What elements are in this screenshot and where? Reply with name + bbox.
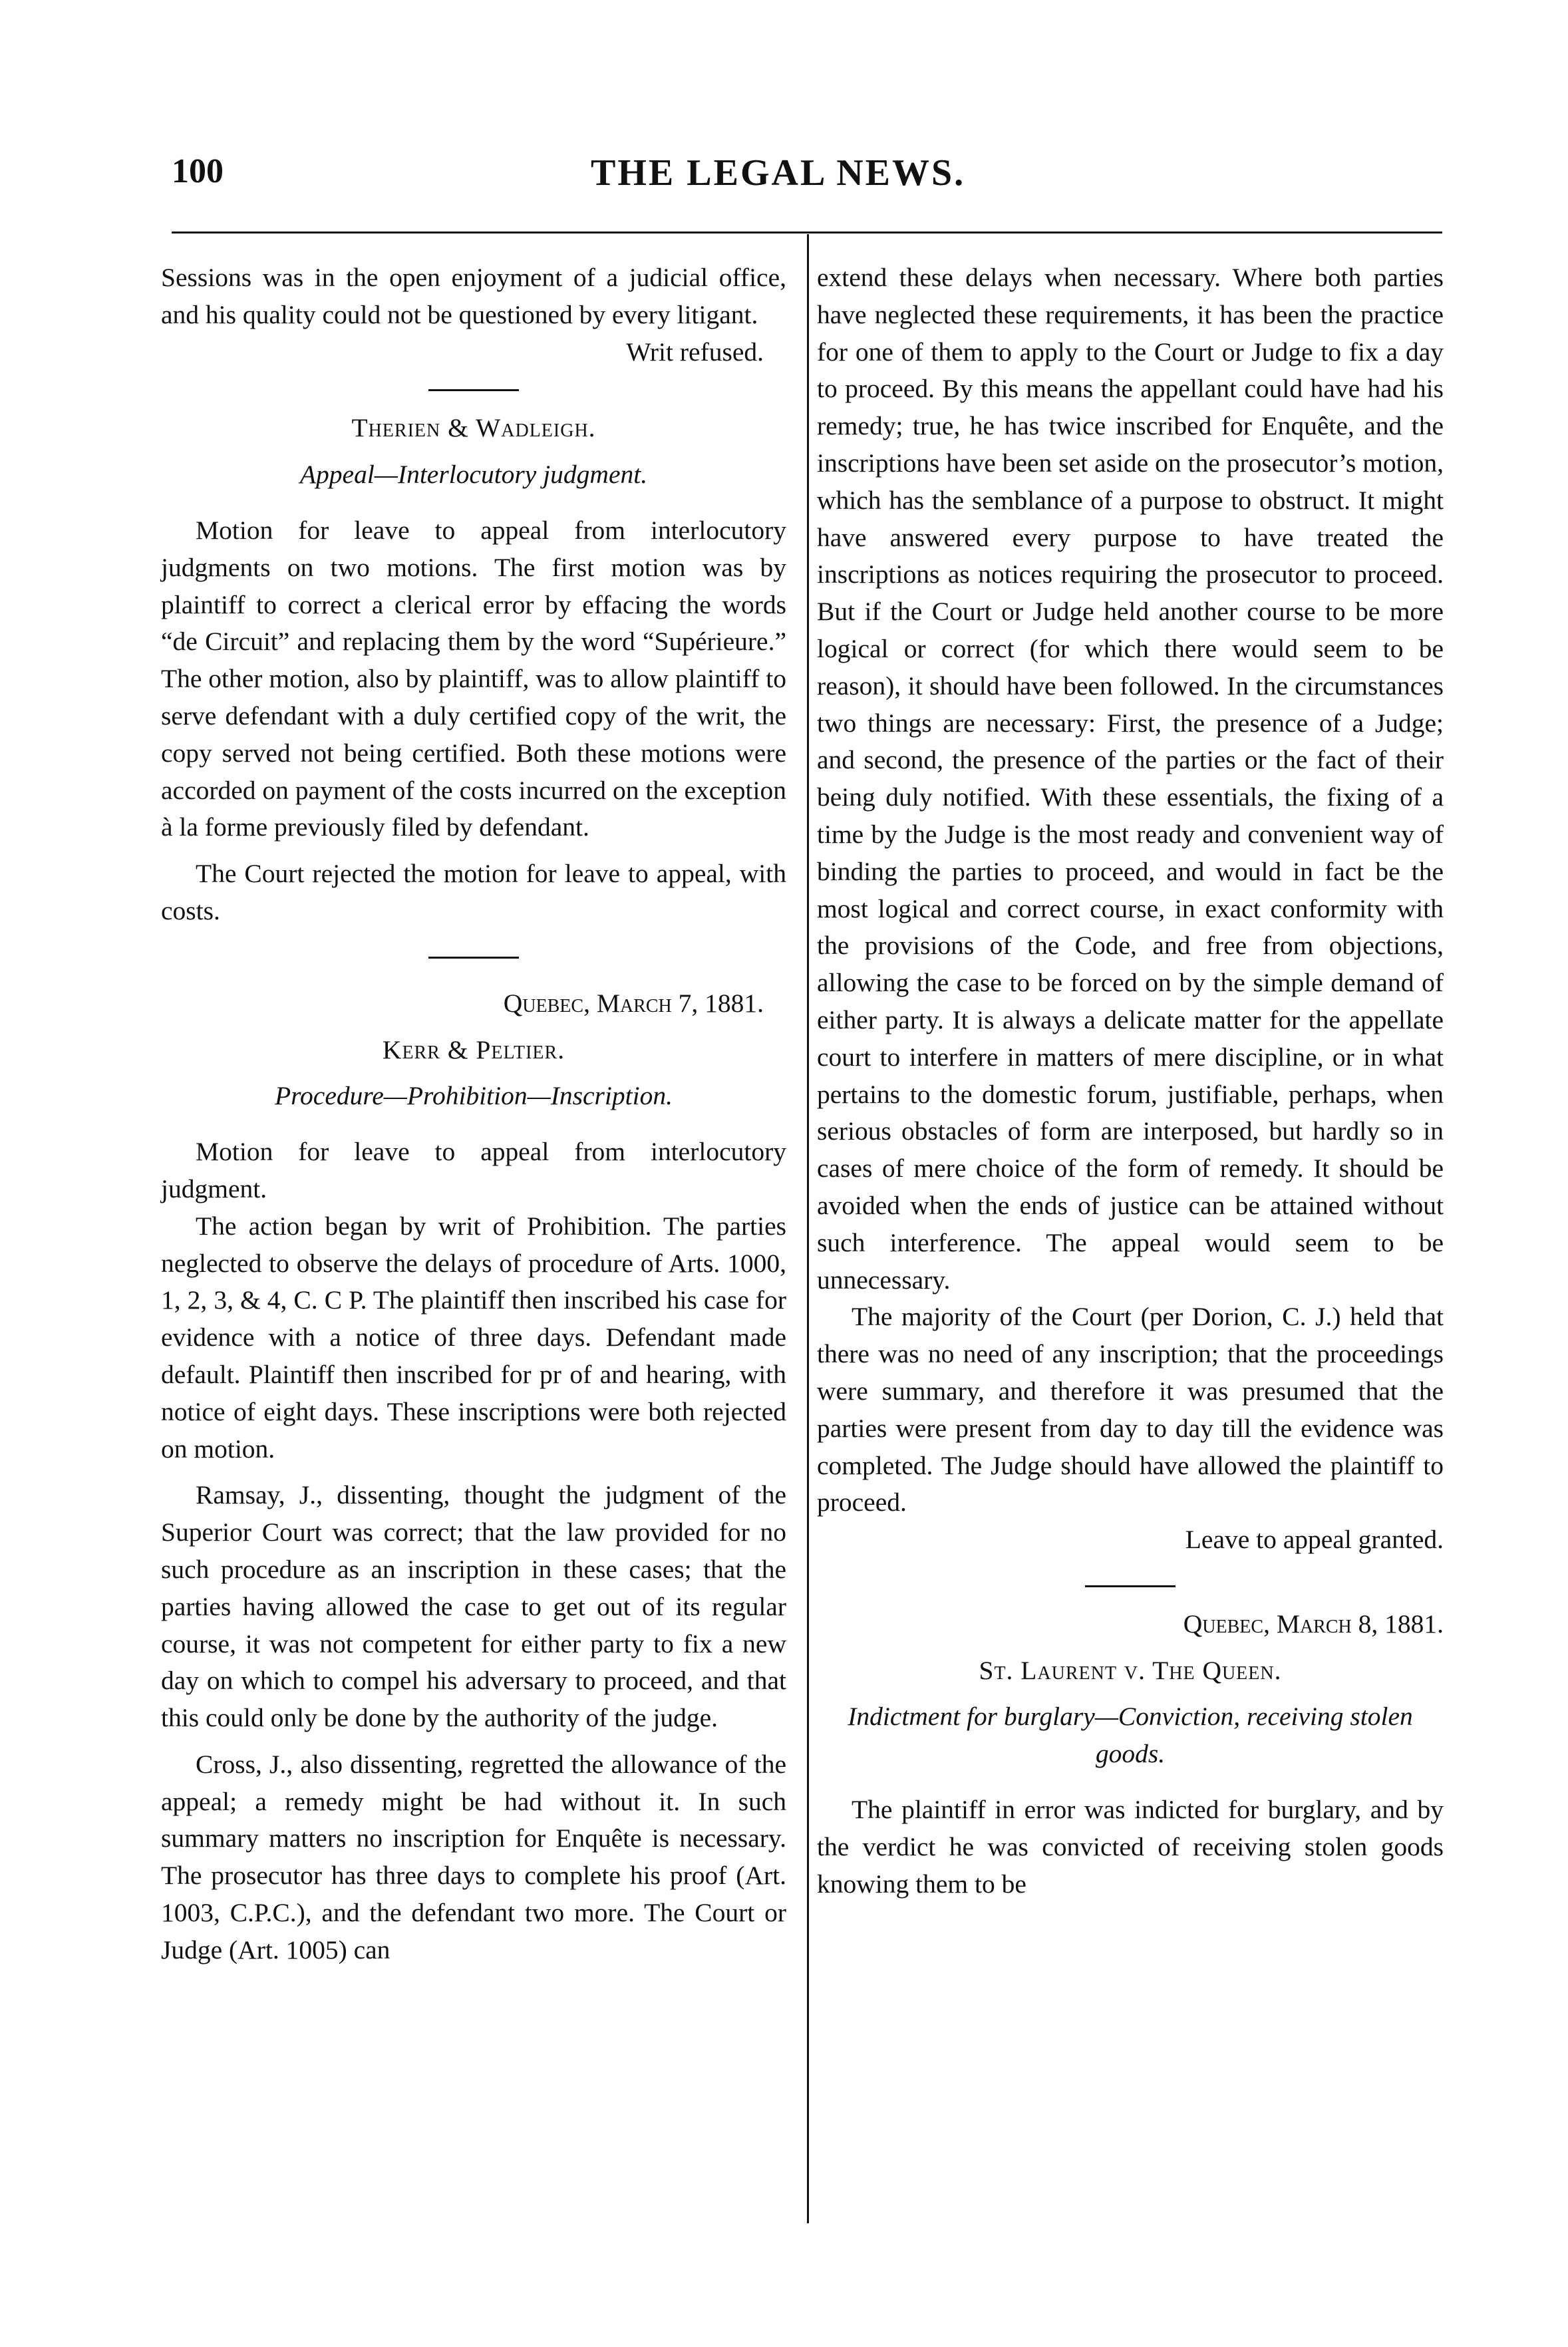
- paragraph: Motion for leave to appeal from interlocutory judgment.: [161, 1137, 786, 1203]
- page-header: [172, 152, 1442, 205]
- case-result: Writ refused.: [626, 337, 764, 367]
- paragraph: The plaintiff in error was indicted for burglary, and by the verdict he was convicted of receiving stolen goods knowing them to be: [817, 1795, 1444, 1899]
- case-subject: Indictment for burglary—Conviction, receiving stolen goods.: [848, 1702, 1413, 1769]
- case-subject: Procedure—Prohibition—Inscription.: [275, 1081, 673, 1111]
- paragraph: Cross, J., also dissenting, regretted the allowance of the appeal; a remedy might be had without it. In such summary matters no inscription for Enquête is necessary. The prosecutor has three days to complete his proof (Art. 1003, C.P.C.), and the defendant two more. The Court or Judge (Art. 1005) can: [161, 1749, 786, 1964]
- case-title: Kerr & Peltier.: [382, 1034, 565, 1064]
- page-number: 100: [172, 152, 224, 190]
- right-column: [817, 259, 1444, 1903]
- case-title: St. Laurent v. The Queen.: [979, 1655, 1282, 1685]
- column-divider: [807, 234, 809, 2223]
- case-subject: Appeal—Interlocutory judgment.: [299, 460, 648, 490]
- dateline: Quebec, March 8, 1881.: [1183, 1609, 1444, 1639]
- header-rule: [172, 232, 1442, 234]
- running-title: THE LEGAL NEWS.: [591, 152, 966, 194]
- paragraph: Motion for leave to appeal from interlocutory judgments on two motions. The first motion was by plaintiff to correct a clerical error by effacing the words “de Circuit” and replacing them by the word “Supérieure.” The other motion, also by plaintiff, was to allow plaintiff to serve defendant with a duly certified copy of the writ, the copy served not being certified. Both these motions were accorded on payment of the costs incurred on the exception à la forme previously filed by defendant.: [161, 515, 786, 842]
- dateline: Quebec, March 7, 1881.: [503, 988, 764, 1018]
- paragraph: The Court rejected the motion for leave to appeal, with costs.: [161, 859, 786, 925]
- case-result: Leave to appeal granted.: [1185, 1525, 1444, 1555]
- paragraph: The majority of the Court (per Dorion, C. J.) held that there was no need of any inscription; that the proceedings were summary, and therefore it was presumed that the parties were present from day to day till the evidence was completed. The Judge should have allowed the plaintiff to proceed.: [817, 1302, 1444, 1517]
- case-title: Therien & Wadleigh.: [351, 413, 596, 443]
- paragraph: Ramsay, J., dissenting, thought the judgment of the Superior Court was correct; that the law provided for no such procedure as an inscription in these cases; that the parties having allowed the case to get out of its regular course, it was not competent for either party to fix a new day on which to compel his adversary to proceed, and that this could only be done by the authority of the judge.: [161, 1480, 786, 1733]
- paragraph: Sessions was in the open enjoyment of a judicial office, and his quality could not be questioned by every litigant.: [161, 263, 786, 329]
- paragraph: extend these delays when necessary. Where both parties have neglected these requirements, it has been the practice for one of them to apply to the Court or Judge to fix a day to proceed. By this means the appellant could have had his remedy; true, he has twice inscribed for Enquête, and the inscriptions have been set aside on the prosecutor’s motion, which has the semblance of a purpose to obstruct. It might have answered every purpose to have treated the inscriptions as notices requiring the prosecutor to proceed. But if the Court or Judge held another course to be more logical or correct (for which there would seem to be reason), it should have been followed. In the circumstances two things are necessary: First, the presence of a Judge; and second, the presence of the parties or the fact of their being duly notified. With these essentials, the fixing of a time by the Judge is the most ready and convenient way of binding the parties to proceed, and would in fact be the most logical and correct course, in exact conformity with the provisions of the Code, and free from objections, allowing the case to be forced on by the simple demand of either party. It is always a delicate matter for the appellate court to interfere in matters of mere discipline, or in what pertains to the domestic forum, justifiable, perhaps, when serious obstacles of form are interposed, but hardly so in cases of mere choice of the form of remedy. It should be avoided when the ends of justice can be attained without such interference. The appeal would seem to be unnecessary.: [817, 263, 1444, 1295]
- paragraph: The action began by writ of Prohibition. The parties neglected to observe the delays of procedure of Arts. 1000, 1, 2, 3, & 4, C. C P. The plaintiff then inscribed his case for evidence with a notice of three days. Defendant made default. Plaintiff then inscribed for pr of and hearing, with notice of eight days. These inscriptions were both rejected on motion.: [161, 1211, 786, 1464]
- left-column: [161, 259, 786, 1969]
